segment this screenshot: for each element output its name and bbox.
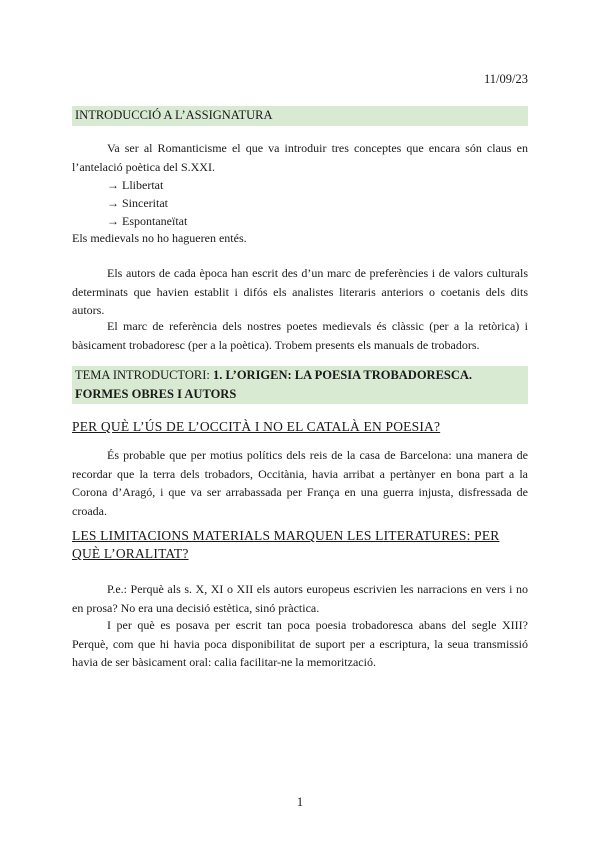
paragraph-poesia-trobadoresca: I per què es posava per escrit tan poca poesia trobadoresca abans del segle XIII? Perquè, com que hi havia poca disponibilitat de suport per a escriptura, la seua transmissió havia de ser bàsicament oral: calia facilitar-ne la memorització. xyxy=(72,618,528,669)
subheading-limitacions: LES LIMITACIONS MATERIALS MARQUEN LES LITERATURES: PER QUÈ L’ORALITAT? xyxy=(72,528,500,561)
tema-title-line1: 1. L’ORIGEN: LA POESIA TROBADORESCA. xyxy=(212,368,473,382)
section-heading-intro xyxy=(72,106,528,126)
paragraph-romanticism: Va ser al Romanticisme el que va introduir tres conceptes que encara són claus en l’antelació poètica del S.XXI. xyxy=(72,141,528,174)
tema-title-line2: FORMES OBRES I AUTORS xyxy=(75,387,237,401)
paragraph-medievals: Els medievals no ho hagueren entés. xyxy=(72,231,247,245)
list-item-sinceritat: → Sinceritat xyxy=(107,196,168,210)
tema-prefix: TEMA INTRODUCTORI: xyxy=(75,368,213,382)
list-item-espontaneitat: → Espontaneïtat xyxy=(107,214,188,228)
paragraph-motius-politics: És probable que per motius polítics dels reis de la casa de Barcelona: una manera de recordar que la terra dels trobadors, Occitània, havia arribat a pertànyer en bona part a la Corona d’Aragó, i que va ser arrabassada per França en una guerra injusta, disfressada de croada. xyxy=(72,448,528,518)
list-item-llibertat: → Llibertat xyxy=(107,178,164,192)
subheading-occita: PER QUÈ L’ÚS DE L’OCCITÀ I NO EL CATALÀ EN POESIA? xyxy=(72,419,441,434)
page-number: 1 xyxy=(296,795,304,809)
section-heading-tema-line1 xyxy=(72,366,528,385)
section-heading-tema xyxy=(72,366,528,404)
document-date: 11/09/23 xyxy=(484,72,528,86)
section-heading-intro-text: INTRODUCCIÓ A L’ASSIGNATURA xyxy=(75,108,273,122)
paragraph-narracions: P.e.: Perquè als s. X, XI o XII els autors europeus escrivien les narracions en vers i no en prosa? No era una decisió estètica, sinó pràctica. xyxy=(72,582,528,615)
paragraph-marc-referencia: El marc de referència dels nostres poetes medievals és clàssic (per a la retòrica) i bàsicament trobadoresc (per a la poètica). Trobem presents els manuals de trobadors. xyxy=(72,319,528,352)
paragraph-autors: Els autors de cada època han escrit des d’un marc de preferències i de valors culturals determinats que havien establit i difós els analistes literaris anteriors o coetanis dels dits autors. xyxy=(72,266,528,317)
